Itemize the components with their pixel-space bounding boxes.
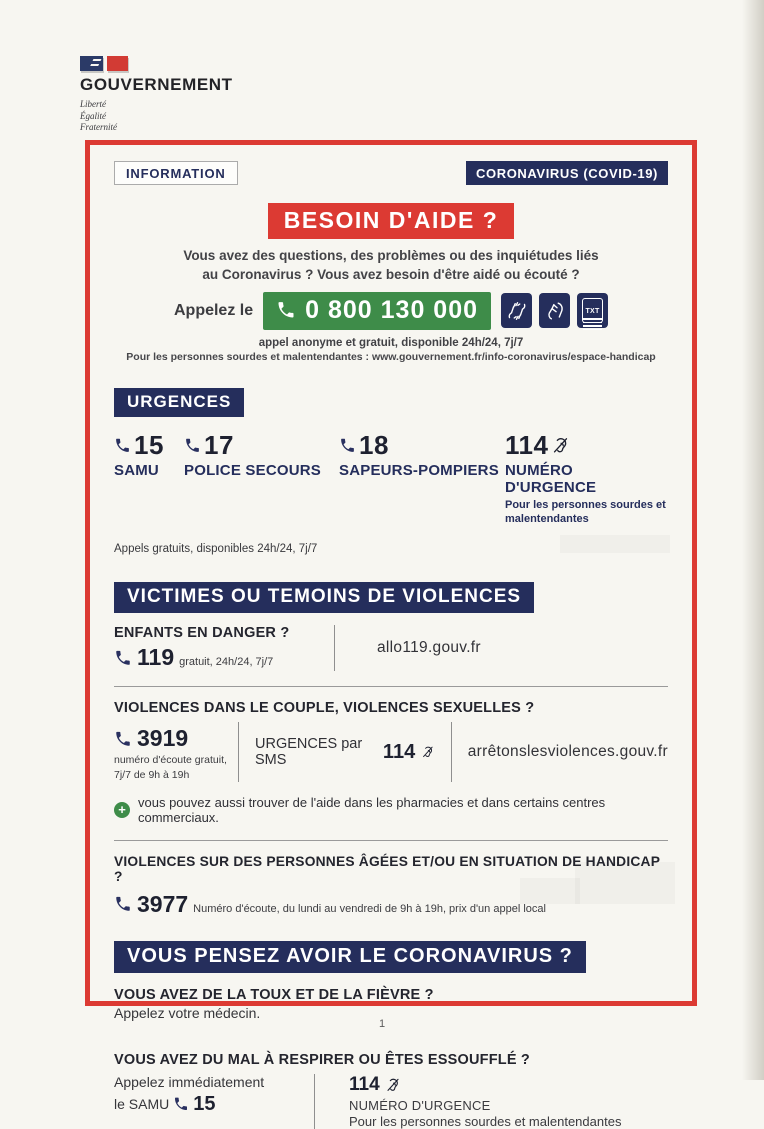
enfants-heading: ENFANTS EN DANGER ?: [114, 625, 290, 642]
call-prefix: Appelez le: [173, 301, 254, 319]
couple-heading: VIOLENCES DANS LE COUPLE, VIOLENCES SEXUELLES ?: [114, 700, 535, 717]
intro-text: Vous avez des questions, des problèmes ou des inquiétudes liés au Coronavirus ? Vous avez besoin d'être aidé ou écouté ?: [183, 248, 599, 282]
information-badge: INFORMATION: [114, 161, 238, 185]
sms-number: 114: [382, 740, 416, 763]
text-relay-icon: [577, 293, 608, 328]
government-logo: [80, 56, 233, 134]
txt-icon-label: TXT: [585, 308, 600, 316]
couple-website: arrêtonslesviolences.gouv.fr: [467, 743, 668, 761]
phone-icon: [339, 437, 356, 454]
page-number: 1: [378, 1018, 386, 1030]
emergency-numbers-row: [114, 430, 668, 527]
urgence-114-label: NUMÉRO D'URGENCE: [349, 1097, 491, 1113]
phone-icon: [114, 730, 132, 748]
deaf-icon: [551, 436, 570, 455]
emergency-item-samu: 15 SAMU: [114, 429, 164, 479]
hotline-number: 0 800 130 000: [305, 295, 479, 324]
deaf-icon: [385, 1077, 401, 1093]
hotline-row: [114, 292, 668, 330]
emergency-item-114: 114 NUMÉRO D'URGENCE Pour les personnes sourdes et malentendantes: [505, 429, 666, 526]
couple-caption: numéro d'écoute gratuit, 7j/7 de 9h à 19h: [114, 754, 227, 781]
couple-section: [114, 700, 668, 824]
coronavirus-badge: CORONAVIRUS (COVID-19): [466, 161, 668, 185]
enfants-caption: gratuit, 24h/24, 7j/7: [179, 656, 274, 669]
hotline-number-pill: [263, 292, 491, 330]
respirer-section: VOUS AVEZ DU MAL À RESPIRER OU ÊTES ESSOUFFLÉ ? Appelez immédiatement le SAMU 15 114 NUMÉRO D'URGENCE Pour les personnes sourdes et malentendantes: [114, 1052, 668, 1129]
agees-number: 3977: [137, 890, 189, 917]
enfants-website: allo119.gouv.fr: [377, 639, 481, 657]
coronavirus-question-banner: VOUS PENSEZ AVOIR LE CORONAVIRUS ?: [114, 941, 586, 973]
logo-motto: Liberté Égalité Fraternité: [80, 99, 117, 133]
deaf-icon: [421, 744, 435, 760]
urgences-note: Appels gratuits, disponibles 24h/24, 7j/7: [114, 543, 318, 556]
urgences-banner: URGENCES: [114, 388, 244, 417]
respirer-advice: Appelez immédiatement: [114, 1073, 265, 1090]
enfants-section: [114, 625, 668, 671]
need-help-title: BESOIN D'AIDE ?: [268, 203, 515, 239]
hotline-note: appel anonyme et gratuit, disponible 24h/24, 7j/7: [258, 336, 524, 349]
cued-speech-icon: [539, 293, 570, 328]
couple-tip: vous pouvez aussi trouver de l'aide dans les pharmacies et dans certains centres commerciaux.: [138, 794, 606, 825]
deaf-access-note: Pour les personnes sourdes et malentendantes : www.gouvernement.fr/info-coronavirus/espace-handicap: [126, 350, 656, 363]
agees-heading: VIOLENCES SUR DES PERSONNES ÂGÉES ET/OU EN SITUATION DE HANDICAP ?: [114, 853, 660, 884]
phone-icon: [114, 649, 132, 667]
sms-text: URGENCES par SMS: [255, 736, 363, 769]
samu-number: 15: [193, 1092, 216, 1115]
divider: [114, 840, 668, 841]
sign-language-icon: [501, 293, 532, 328]
badge-row: [114, 161, 668, 185]
emergency-item-pompiers: 18 SAPEURS-POMPIERS: [339, 429, 499, 479]
phone-icon: [173, 1096, 189, 1112]
phone-icon: [114, 437, 131, 454]
respirer-heading: VOUS AVEZ DU MAL À RESPIRER OU ÊTES ESSOUFFLÉ ?: [114, 1051, 530, 1068]
logo-name: GOUVERNEMENT: [80, 75, 233, 94]
agees-caption: Numéro d'écoute, du lundi au vendredi de 9h à 19h, prix d'un appel local: [193, 902, 546, 915]
urgence-114-number: 114: [349, 1073, 380, 1095]
divider: [114, 686, 668, 687]
emergency-item-police: 17 POLICE SECOURS: [184, 429, 321, 479]
phone-icon: [184, 437, 201, 454]
french-flag-icon: [80, 56, 130, 72]
couple-number: 3919: [137, 725, 189, 752]
scan-shadow-edge: [742, 0, 764, 1080]
plus-icon: +: [114, 802, 130, 818]
urgence-114-sub: Pour les personnes sourdes et malentendantes: [349, 1113, 622, 1129]
content-frame: [85, 140, 697, 1129]
violences-banner: VICTIMES OU TEMOINS DE VIOLENCES: [114, 582, 534, 613]
enfants-number: 119: [137, 644, 175, 671]
toux-section: [114, 987, 668, 1021]
accessibility-icons: [501, 293, 608, 328]
agees-section: [114, 854, 668, 918]
phone-icon: [114, 895, 132, 913]
toux-heading: VOUS AVEZ DE LA TOUX ET DE LA FIÈVRE ?: [114, 986, 434, 1003]
phone-icon: [276, 300, 296, 320]
toux-advice: Appelez votre médecin.: [114, 1004, 261, 1021]
